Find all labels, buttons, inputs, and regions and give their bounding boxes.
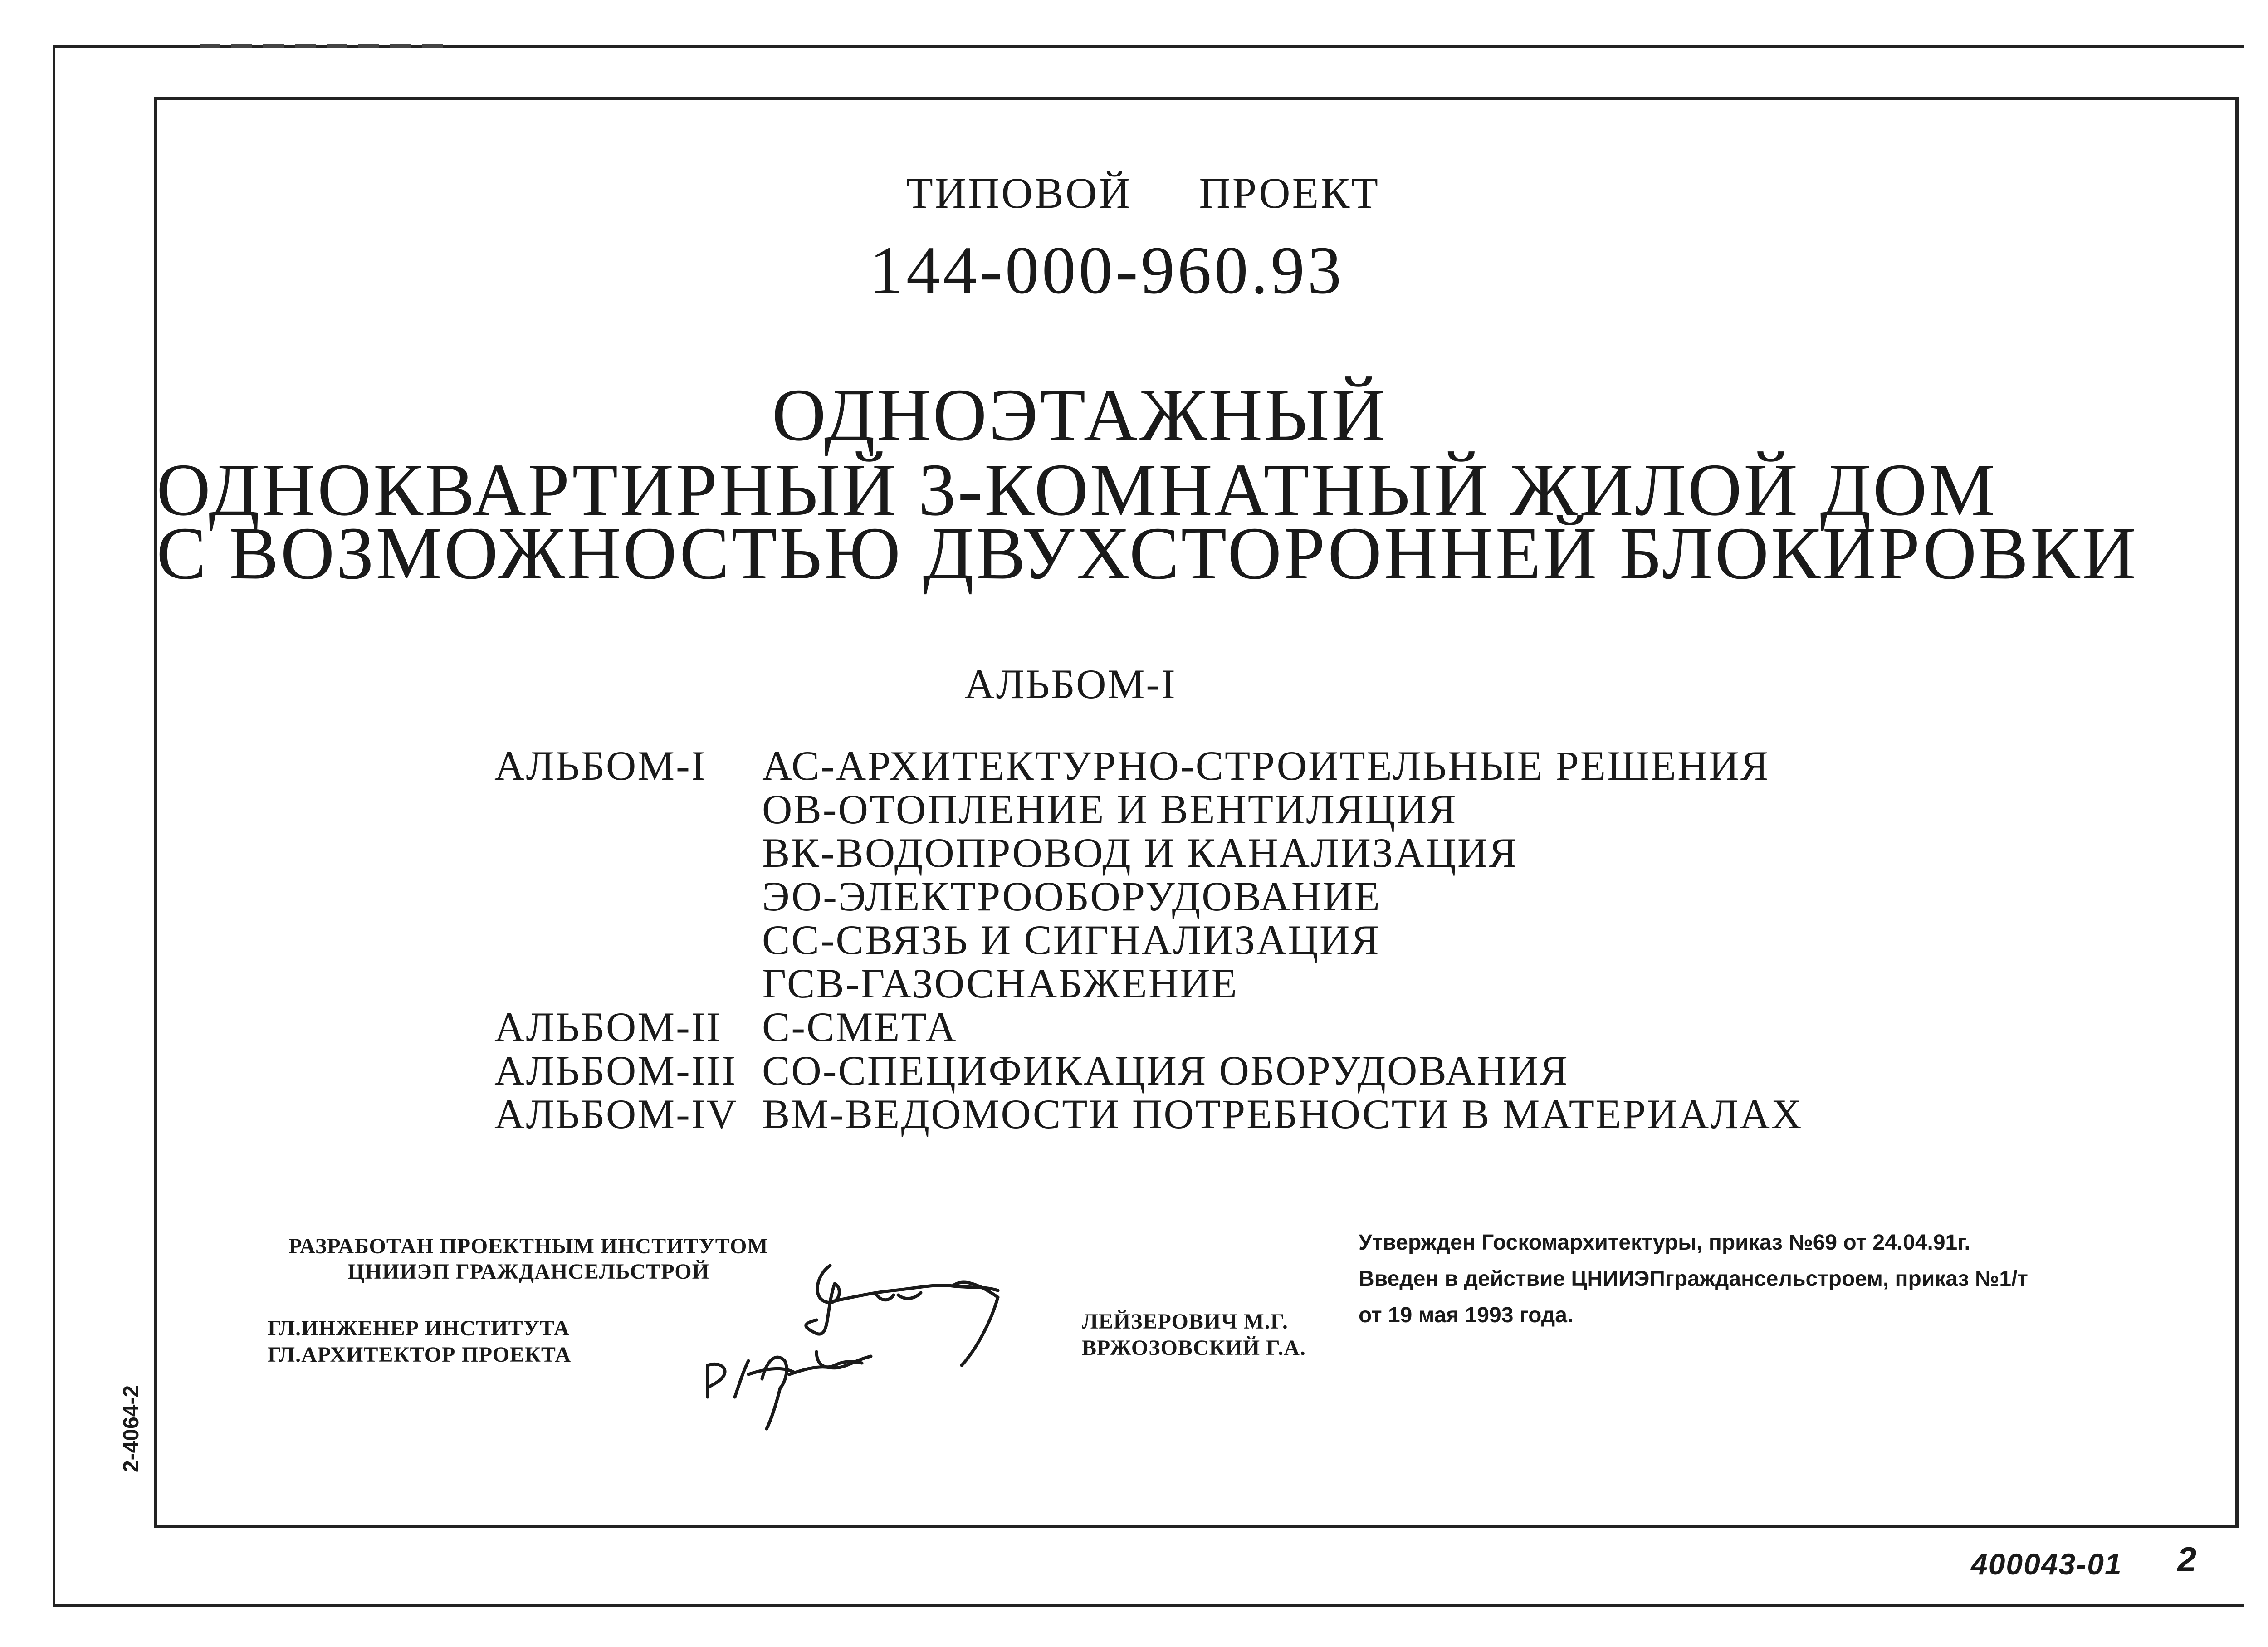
album-row (494, 918, 1803, 962)
signature-engineer (806, 1266, 998, 1365)
signature-architect (708, 1352, 871, 1429)
title-line-1: ОДНОЭТАЖНЫЙ (772, 373, 1388, 456)
album-list (494, 744, 1803, 1136)
album-row (494, 787, 1803, 831)
album-section: С-СМЕТА (762, 1004, 958, 1050)
album-label: АЛЬБОМ-II (494, 1004, 722, 1050)
album-section: ВК-ВОДОПРОВОД И КАНАЛИЗАЦИЯ (762, 830, 1518, 876)
developer-line-2: ЦНИИЭП ГРАЖДАНСЕЛЬСТРОЙ (347, 1260, 709, 1284)
approval-line-3: от 19 мая 1993 года. (1359, 1303, 1574, 1327)
album-section: СО-СПЕЦИФИКАЦИЯ ОБОРУДОВАНИЯ (762, 1047, 1569, 1094)
label-type: ТИПОВОЙ (906, 169, 1132, 217)
role-chief-engineer: ГЛ.ИНЖЕНЕР ИНСТИТУТА (268, 1316, 570, 1340)
label-project: ПРОЕКТ (1199, 169, 1380, 217)
side-note: 2-4064-2 (119, 1385, 143, 1473)
signatures (680, 1247, 1089, 1438)
developer-line-1: РАЗРАБОТАН ПРОЕКТНЫМ ИНСТИТУТОМ (288, 1234, 768, 1258)
album-label: АЛЬБОМ-III (494, 1047, 737, 1094)
album-label: АЛЬБОМ-IV (494, 1091, 738, 1137)
album-label (494, 918, 762, 962)
name-architect: ВРЖОЗОВСКИЙ Г.А. (1082, 1336, 1306, 1360)
album-row (494, 1092, 1803, 1136)
album-heading: АЛЬБОМ-I (964, 661, 1177, 707)
album-label (494, 875, 762, 918)
album-label (494, 787, 762, 831)
album-section: ОВ-ОТОПЛЕНИЕ И ВЕНТИЛЯЦИЯ (762, 786, 1457, 832)
title-line-3: С ВОЗМОЖНОСТЬЮ ДВУХСТОРОННЕЙ БЛОКИРОВКИ (156, 512, 2138, 595)
sheet-bottom-line (53, 1604, 2244, 1607)
names-block (1082, 1309, 1306, 1361)
album-row (494, 1005, 1803, 1049)
role-chief-architect: ГЛ.АРХИТЕКТОР ПРОЕКТА (268, 1343, 572, 1367)
album-section: ВМ-ВЕДОМОСТИ ПОТРЕБНОСТИ В МАТЕРИАЛАХ (762, 1091, 1803, 1137)
approval-line-1: Утвержден Госкомархитектуры, приказ №69 от 24.04.91г. (1359, 1231, 1970, 1255)
album-row (494, 962, 1803, 1005)
roles-block (268, 1315, 571, 1368)
approval-line-2: Введен в действие ЦНИИЭПграждансельстроем, приказ №1/т (1359, 1267, 2028, 1291)
album-row (494, 1049, 1803, 1092)
project-code: 144-000-960.93 (869, 233, 1344, 308)
album-section: ГСВ-ГАЗОСНАБЖЕНИЕ (762, 960, 1238, 1007)
album-label (494, 962, 762, 1005)
title-line-2: ОДНОКВАРТИРНЫЙ 3-КОМНАТНЫЙ ЖИЛОЙ ДОМ (156, 448, 1997, 531)
album-section: СС-СВЯЗЬ И СИГНАЛИЗАЦИЯ (762, 917, 1380, 963)
album-label (494, 831, 762, 875)
approval-block (1359, 1225, 2028, 1334)
album-section: АС-АРХИТЕКТУРНО-СТРОИТЕЛЬНЫЕ РЕШЕНИЯ (762, 743, 1770, 789)
sheet-code: 400043-01 (1971, 1547, 2122, 1581)
typical-project-label (0, 168, 2268, 218)
album-row (494, 875, 1803, 918)
sheet-number: 2 (2177, 1540, 2197, 1579)
album-row (494, 744, 1803, 787)
album-label: АЛЬБОМ-I (494, 743, 707, 789)
name-engineer: ЛЕЙЗЕРОВИЧ М.Г. (1082, 1310, 1288, 1334)
album-section: ЭО-ЭЛЕКТРООБОРУДОВАНИЕ (762, 873, 1381, 919)
dash-mark (200, 44, 454, 48)
album-row (494, 831, 1803, 875)
